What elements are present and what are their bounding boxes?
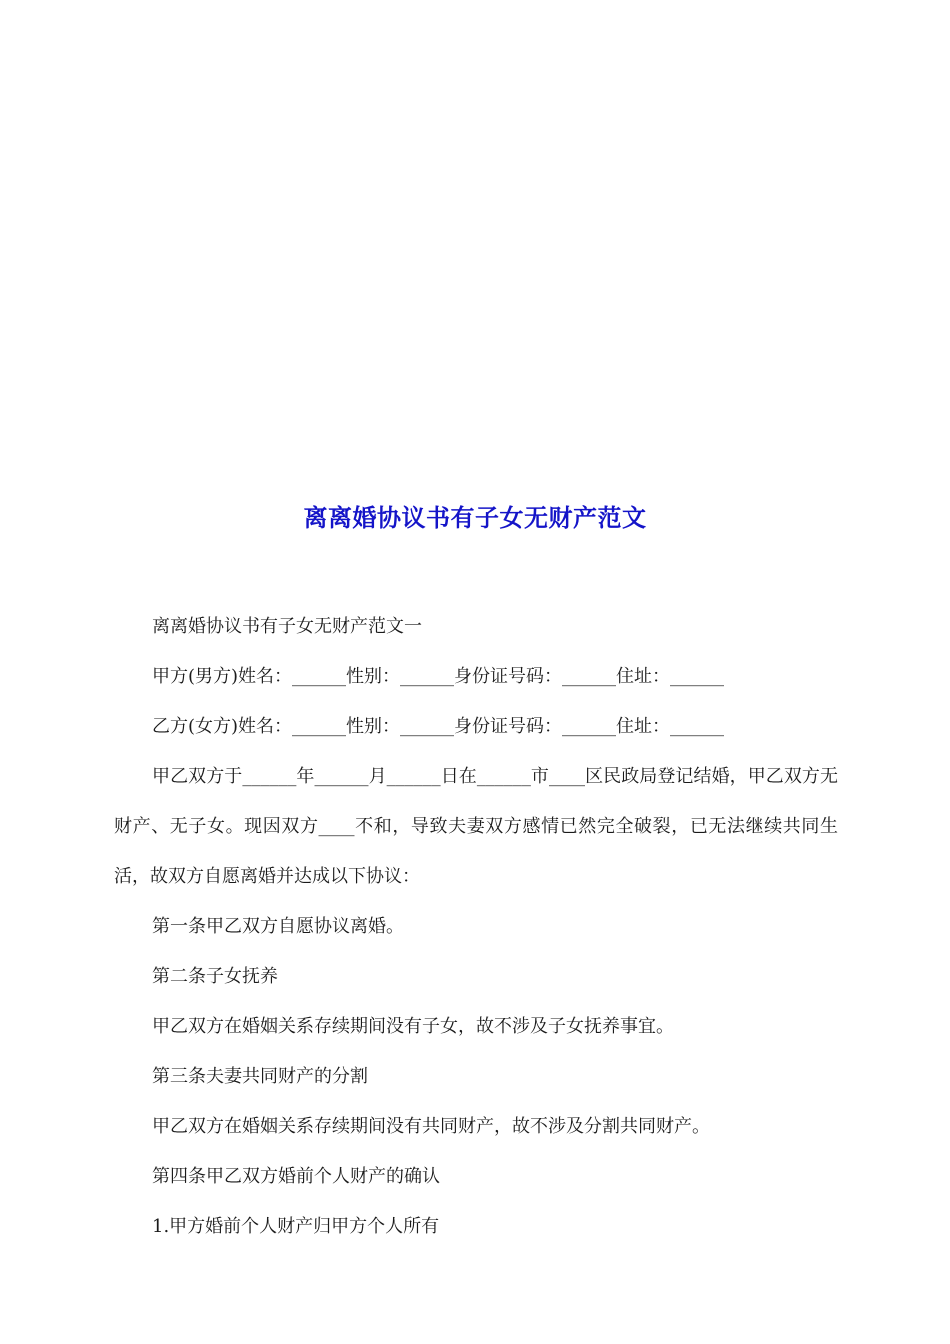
paragraph-party-a: 甲方(男方)姓名：______性别：______身份证号码：______住址：______ (152, 666, 725, 687)
paragraph-article-3-body: 甲乙双方在婚姻关系存续期间没有共同财产，故不涉及分割共同财产。 (152, 1116, 710, 1137)
paragraph-article-2: 第二条子女抚养 (152, 966, 278, 987)
paragraph-article-1: 第一条甲乙双方自愿协议离婚。 (152, 916, 404, 937)
paragraph-article-4-item-1: 1.甲方婚前个人财产归甲方个人所有 (152, 1216, 440, 1237)
document-body (114, 602, 838, 1252)
paragraph-article-3: 第三条夫妻共同财产的分割 (152, 1066, 368, 1087)
paragraph-party-b: 乙方(女方)姓名：______性别：______身份证号码：______住址：______ (152, 716, 725, 737)
paragraph-marriage-statement: 甲乙双方于______年______月______日在______市____区民政局登记结婚，甲乙双方无财产、无子女。现因双方____不和，导致夫妻双方感情已然完全破裂，已无法继续共同生活，故双方自愿离婚并达成以下协议： (114, 766, 838, 887)
paragraph-heading-one: 离离婚协议书有子女无财产范文一 (152, 616, 422, 637)
document-title: 离离婚协议书有子女无财产范文 (303, 503, 647, 533)
paragraph-article-4: 第四条甲乙双方婚前个人财产的确认 (152, 1166, 440, 1187)
paragraph-article-2-body: 甲乙双方在婚姻关系存续期间没有子女，故不涉及子女抚养事宜。 (152, 1016, 674, 1037)
